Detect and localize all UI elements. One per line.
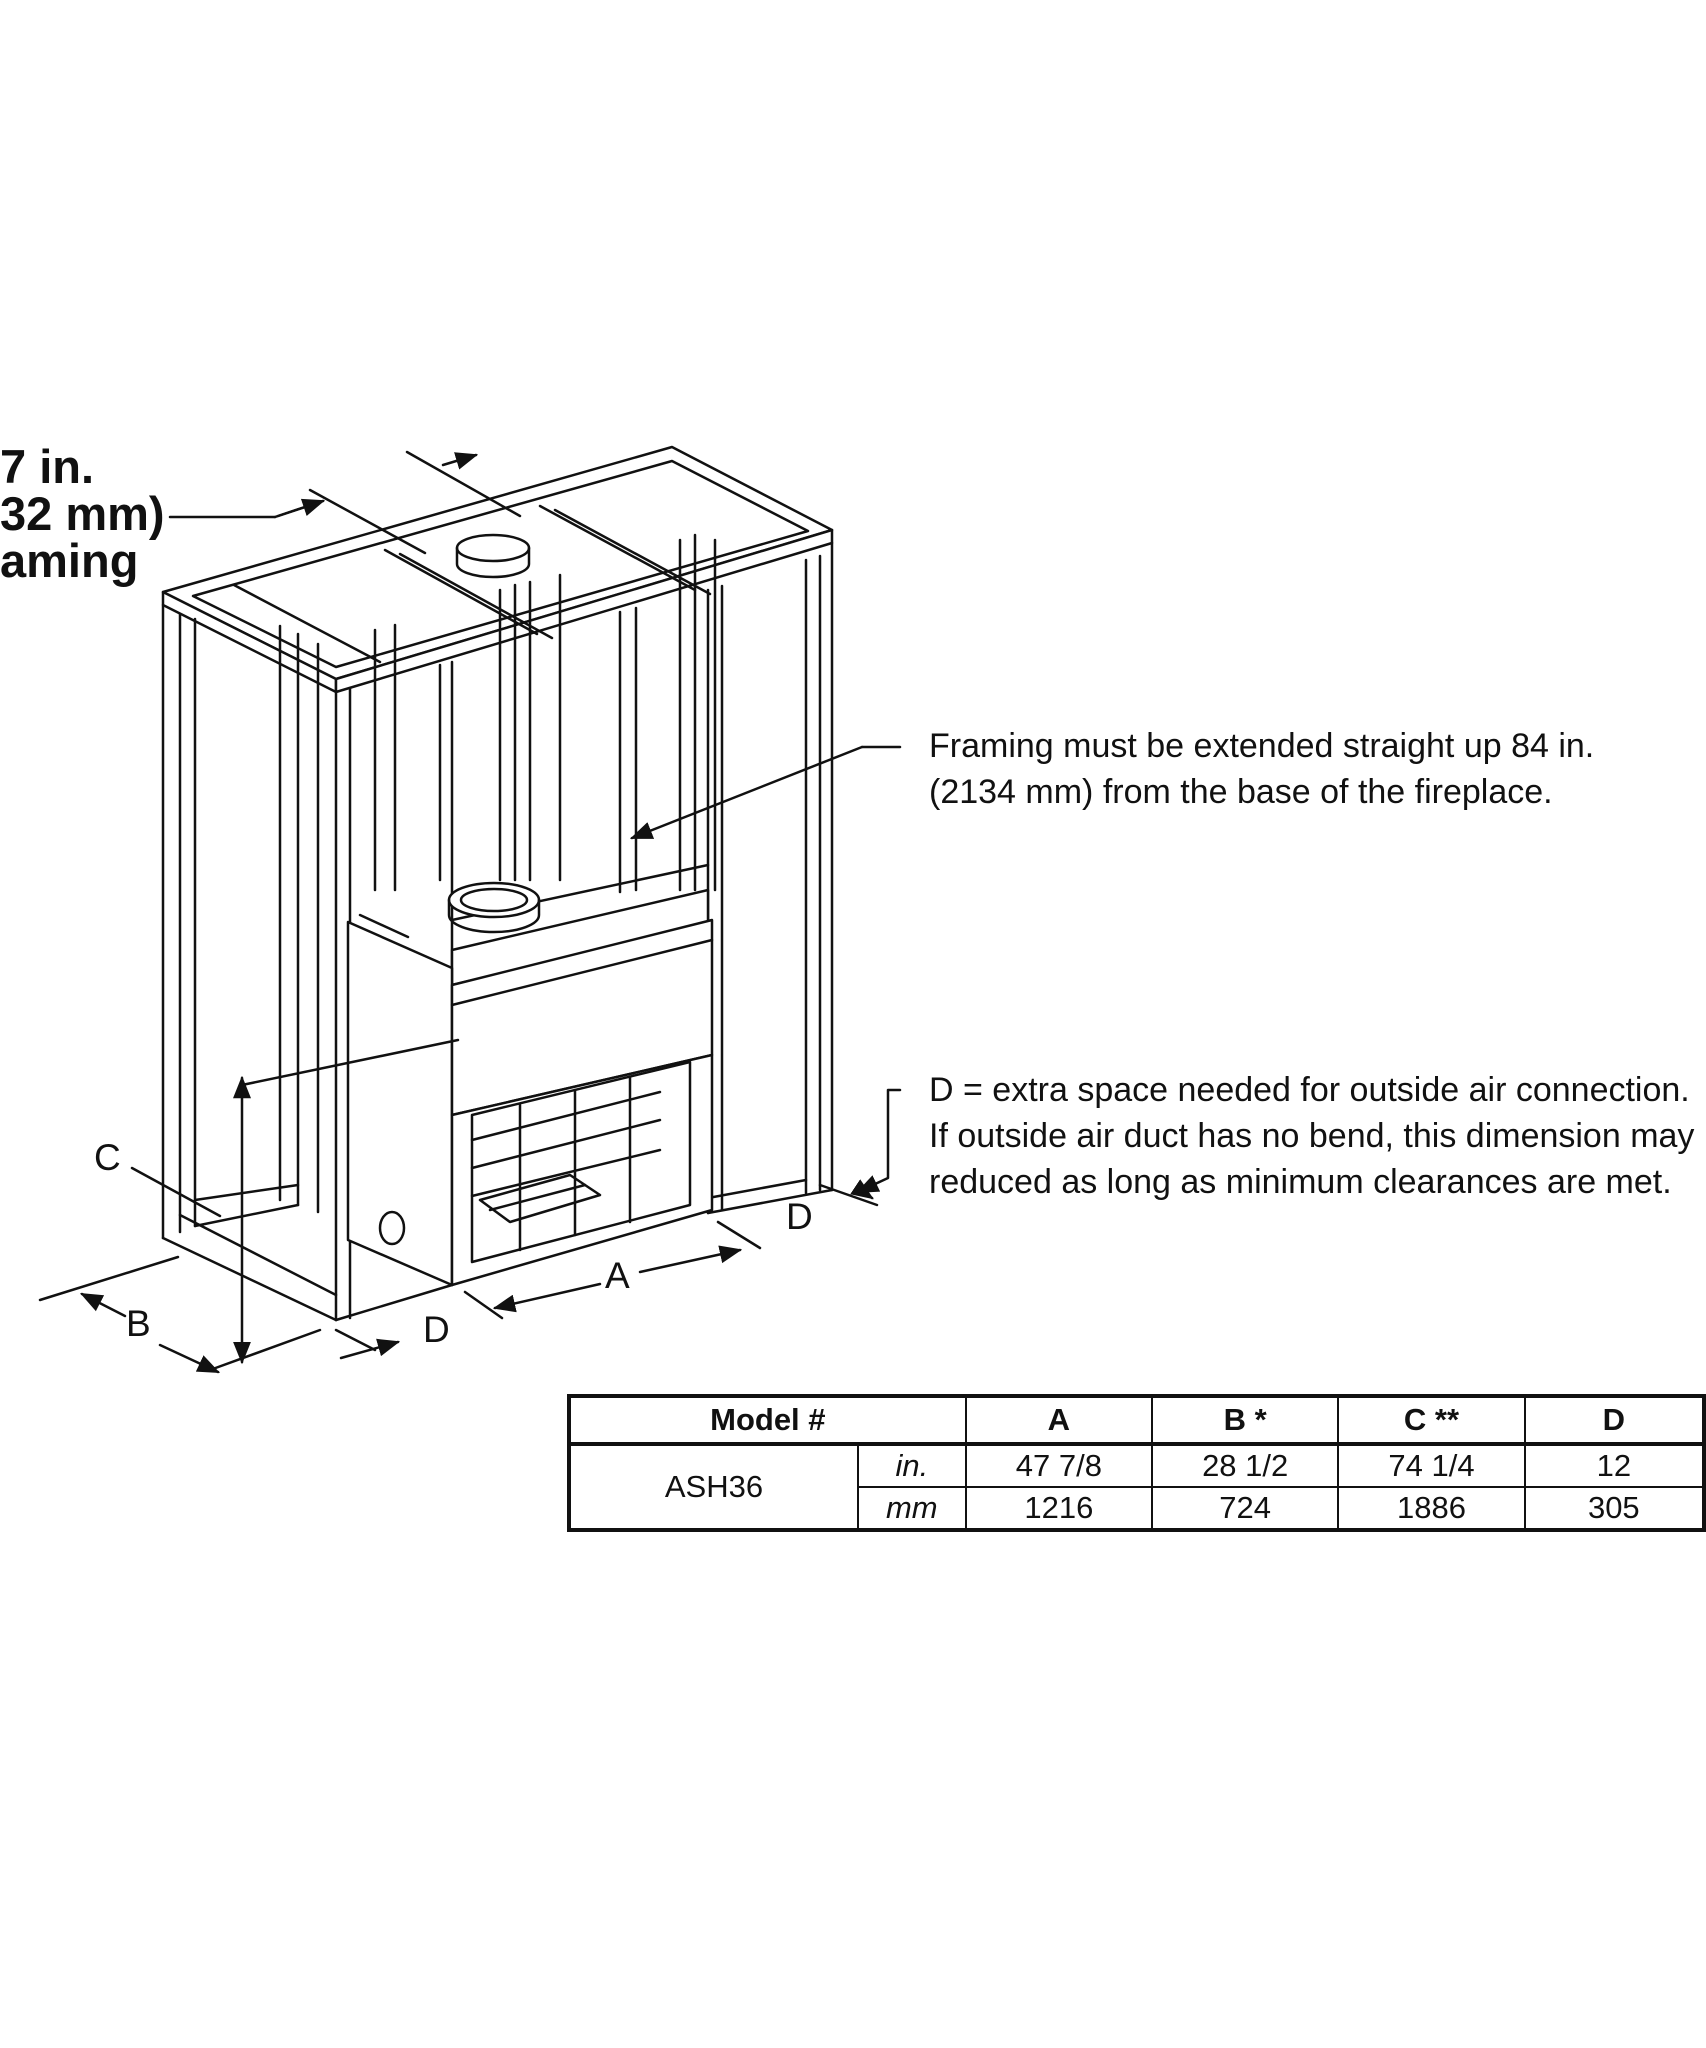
- header-b: B *: [1152, 1396, 1338, 1444]
- value-cell: 28 1/2: [1152, 1444, 1338, 1487]
- value-cell: 305: [1525, 1487, 1704, 1530]
- top-framing: [163, 447, 832, 692]
- note-line: (2134 mm) from the base of the fireplace.: [929, 773, 1553, 811]
- table-header-row: [569, 1396, 1704, 1444]
- dimension-spec-table: [567, 1394, 1706, 1532]
- value-cell: 74 1/4: [1338, 1444, 1524, 1487]
- note-line: If outside air duct has no bend, this dimension may: [929, 1117, 1695, 1155]
- header-a: A: [966, 1396, 1152, 1444]
- note-line: D = extra space needed for outside air connection.: [929, 1071, 1690, 1109]
- left-wall-framing: [163, 605, 336, 1320]
- unit-cell: in.: [858, 1444, 966, 1487]
- dimension-label-a: A: [605, 1255, 630, 1296]
- note-line: reduced as long as minimum clearances are met.: [929, 1163, 1672, 1201]
- framing-extension-note: [929, 723, 1594, 815]
- value-cell: 47 7/8: [966, 1444, 1152, 1487]
- value-cell: 1886: [1338, 1487, 1524, 1530]
- header-model: Model #: [569, 1396, 966, 1444]
- framing-note-leader: [632, 747, 900, 838]
- dimension-label-d-front: D: [423, 1309, 450, 1350]
- table-row: [569, 1444, 1704, 1487]
- framing-callout-line: 7 in.: [0, 440, 95, 493]
- value-cell: 724: [1152, 1487, 1338, 1530]
- framing-callout-line: 32 mm): [0, 487, 165, 540]
- dimension-label-c: C: [94, 1137, 121, 1178]
- outside-air-note: [929, 1067, 1694, 1205]
- value-cell: 12: [1525, 1444, 1704, 1487]
- framing-callout: [0, 440, 165, 587]
- dimension-label-b: B: [126, 1303, 151, 1344]
- note-line: Framing must be extended straight up 84 in.: [929, 727, 1595, 765]
- header-d: D: [1525, 1396, 1704, 1444]
- unit-cell: mm: [858, 1487, 966, 1530]
- header-c: C **: [1338, 1396, 1524, 1444]
- value-cell: 1216: [966, 1487, 1152, 1530]
- framing-callout-line: aming: [0, 534, 139, 587]
- model-cell: ASH36: [569, 1444, 858, 1530]
- dimension-label-d-right: D: [786, 1196, 813, 1237]
